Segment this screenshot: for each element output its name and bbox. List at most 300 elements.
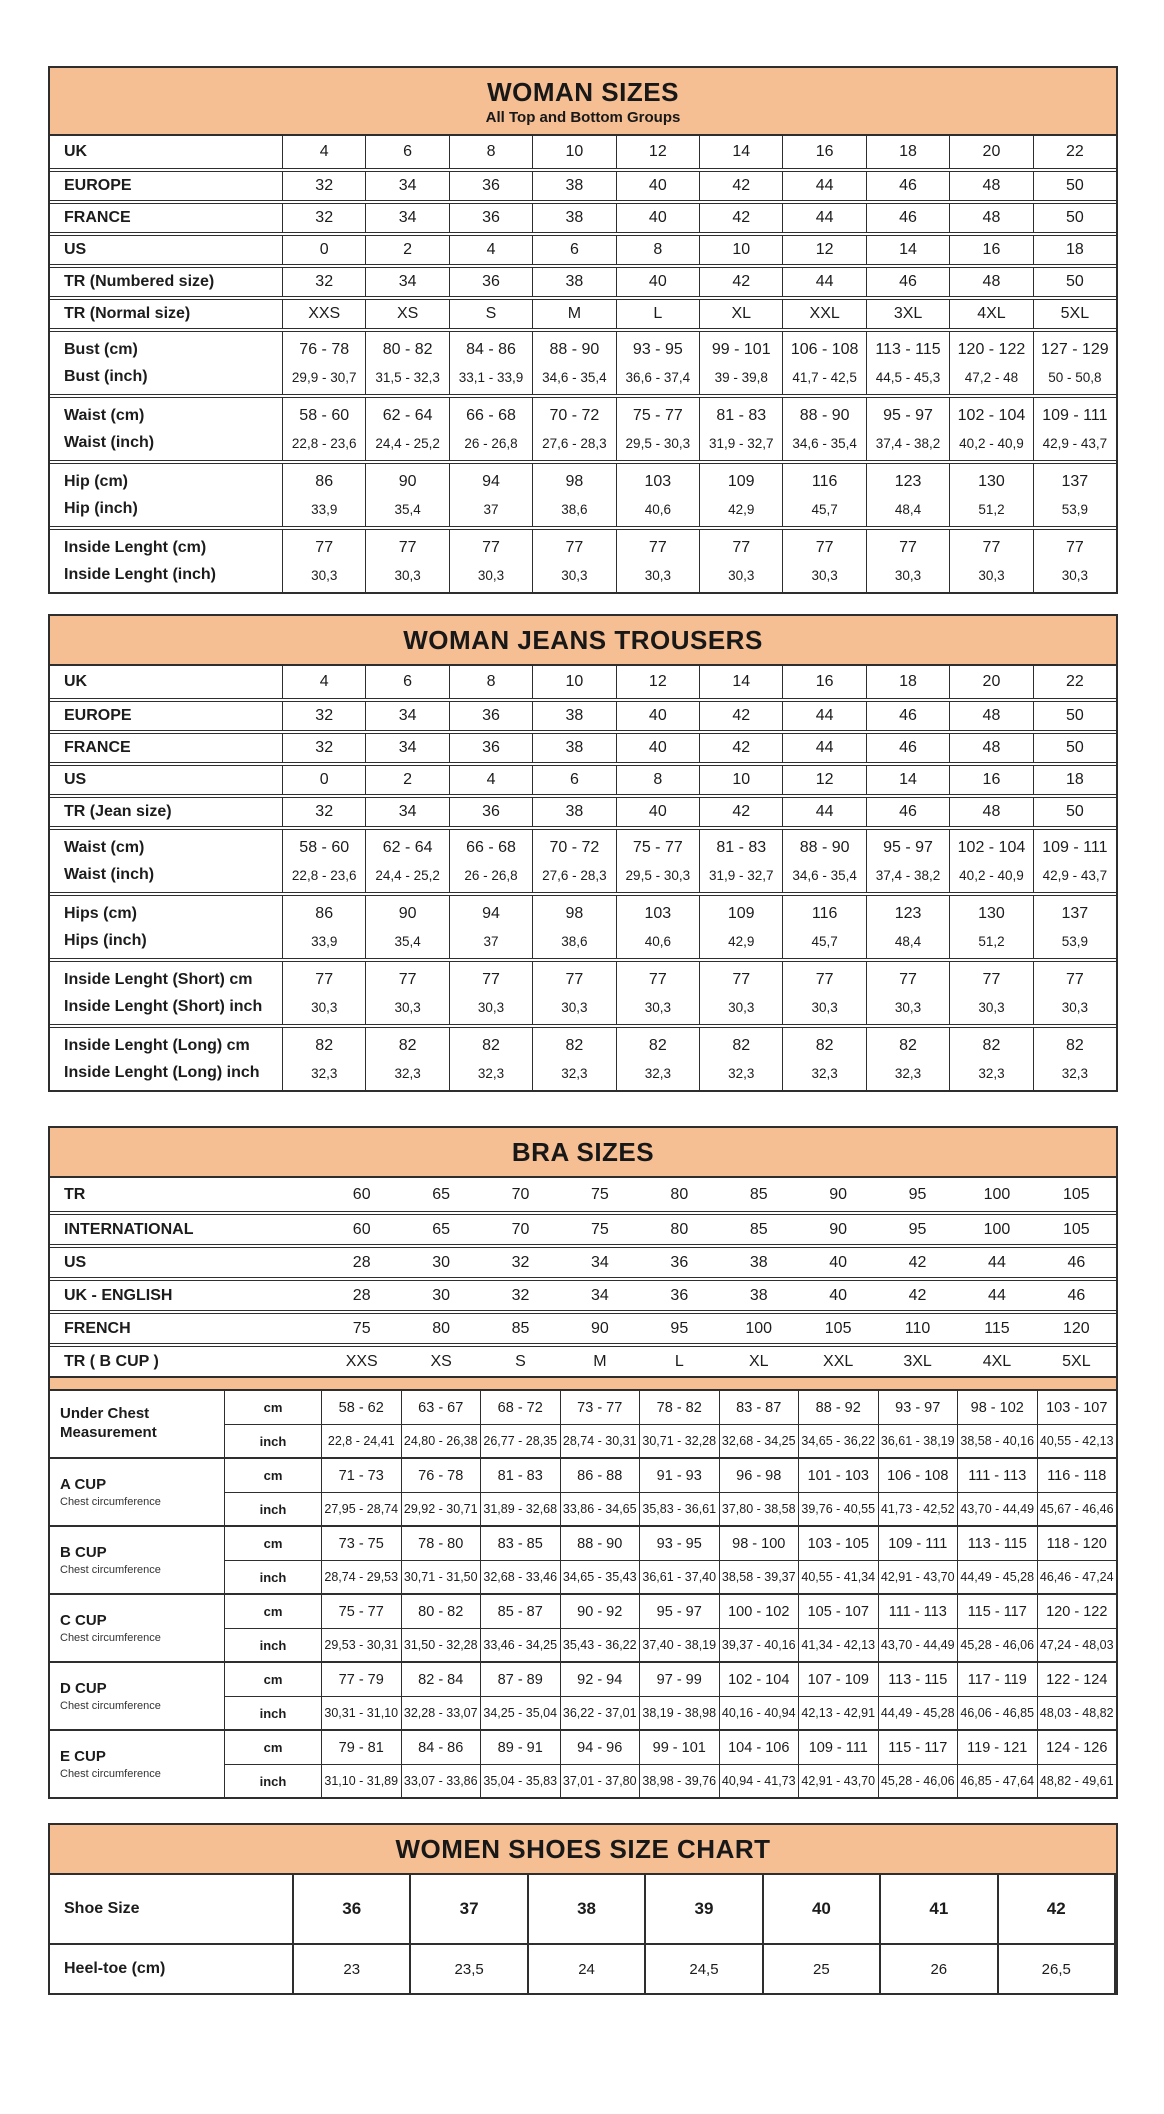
cup-name: E CUP [60,1748,106,1766]
size-cell [1034,962,1116,1024]
inch-value: 40,94 - 41,73 [720,1765,800,1797]
table-row [50,1310,1116,1343]
cm-value: 103 [644,905,672,923]
inch-value: 46,06 - 46,85 [958,1697,1038,1729]
bra-band-body [50,1178,1116,1376]
size-cell: 38 [533,172,616,200]
shoes-table [48,1823,1118,1995]
row-label-cm: Inside Lenght (cm) [64,538,207,556]
cm-value: 105 - 107 [799,1595,879,1628]
inch-value: 42,91 - 43,70 [799,1765,879,1797]
size-cell [450,896,533,958]
cm-value: 77 [1065,971,1084,989]
size-cell: 10 [533,666,616,698]
table-row [50,762,1116,794]
size-cell: 24,5 [646,1945,763,1993]
inch-value: 37,01 - 37,80 [561,1765,641,1797]
bra-cups-body [50,1391,1116,1797]
inch-value: 32,3 [644,1065,671,1081]
size-cell: 18 [1065,771,1084,788]
table-row [50,826,1116,892]
size-cell: 12 [783,766,866,794]
woman-jeans-title: WOMAN JEANS TROUSERS [403,625,763,655]
cm-value: 77 [565,539,584,557]
cm-value: 109 - 111 [879,1527,959,1560]
size-cell: 40 [617,204,700,232]
size-cell: 10 [533,136,616,168]
inch-value: 30,3 [728,567,755,583]
inch-value: 45,7 [811,501,838,517]
shoes-header [50,1825,1116,1875]
size-cell: 34 [366,268,449,296]
size-cell [450,398,533,460]
cup-group-row [50,1457,1116,1525]
cm-value: 98 - 100 [720,1527,800,1560]
size-cell [283,530,366,592]
cup-label [50,1595,225,1661]
cm-value: 95 - 97 [640,1595,720,1628]
inch-value: 38,6 [561,933,588,949]
size-cell: 48 [950,702,1033,730]
row-label-cm: Waist (cm) [64,838,145,856]
inch-value: 30,31 - 31,10 [322,1697,402,1729]
inch-value: 43,70 - 44,49 [958,1493,1038,1525]
unit-label-cm: cm [225,1391,322,1424]
size-cell: XL [748,1352,769,1370]
inch-value: 38,19 - 38,98 [640,1697,720,1729]
cm-value: 77 [899,539,917,557]
cm-value: 80 - 82 [382,341,433,359]
size-cell [867,1028,950,1090]
cm-value: 118 - 120 [1046,1535,1107,1552]
cm-value: 102 - 104 [720,1663,800,1696]
cm-value: 111 - 113 [879,1595,959,1628]
cup-group-row [50,1661,1116,1729]
inch-value: 32,3 [894,1065,922,1081]
row-label: TR [64,1185,86,1203]
size-cell: 14 [700,136,783,168]
row-label: EUROPE [50,172,283,200]
inch-value: 30,3 [728,999,755,1015]
size-cell: 38 [533,798,616,826]
size-cell: 6 [366,666,449,698]
size-cell: 16 [783,666,866,698]
size-cell: 46 [867,172,950,200]
size-cell: 26,5 [999,1945,1116,1993]
cm-value: 101 - 103 [799,1459,879,1492]
cm-value: 77 [982,971,1001,989]
size-cell: 46 [867,268,950,296]
size-cell: 38 [533,268,616,296]
inch-value: 32,28 - 33,07 [402,1697,482,1729]
cm-value: 77 [482,971,500,989]
size-cell: 0 [283,766,366,794]
size-cell [950,962,1033,1024]
cm-value: 82 [648,1037,667,1055]
table-row [50,1024,1116,1090]
inch-value: 24,4 - 25,2 [375,867,440,883]
size-cell: 34 [366,702,449,730]
inch-value: 30,3 [1061,999,1088,1015]
row-label-inch: Waist (inch) [64,433,155,451]
size-cell: 42 [700,702,783,730]
size-chart-page [0,66,1164,2114]
cm-value: 62 - 64 [382,407,433,425]
size-cell: 6 [366,136,449,168]
inch-value: 37 [483,501,499,517]
size-cell: 50 [1065,803,1084,820]
unit-label-cm: cm [225,1731,322,1764]
inch-value: 32,3 [978,1065,1005,1081]
inch-value: 34,6 - 35,4 [542,369,607,385]
size-cell [366,1028,449,1090]
row-label-inch: Bust (inch) [64,367,148,385]
size-cell [450,530,533,592]
cm-value: 82 [982,1037,1001,1055]
row-label [50,398,283,460]
size-cell: 10 [700,236,783,264]
size-cell [366,962,449,1024]
cm-value: 84 - 86 [402,1731,482,1764]
inch-value: 45,28 - 46,06 [958,1629,1038,1661]
size-cell [783,830,866,892]
inch-value: 37,4 - 38,2 [875,435,941,451]
bra-sizes-title: BRA SIZES [511,1137,655,1167]
inch-value: 53,9 [1061,933,1088,949]
size-cell: 6 [533,766,616,794]
size-cell: 75 [352,1319,371,1337]
size-cell: 38 [749,1286,768,1304]
size-cell: 40 [617,798,700,826]
size-cell: 32 [283,702,366,730]
size-cell: 41 [881,1875,998,1943]
size-cell: 85 [749,1220,768,1238]
table-row [50,1343,1116,1376]
cm-value: 83 - 87 [720,1391,800,1424]
size-cell [1034,896,1116,958]
size-cell: 12 [617,666,700,698]
size-cell: L [674,1352,684,1370]
inch-value: 30,3 [811,567,838,583]
inch-value: 53,9 [1061,501,1088,517]
size-cell [700,398,783,460]
size-cell: 8 [450,666,533,698]
size-cell: XS [430,1352,452,1370]
row-label [50,962,283,1024]
size-cell: 16 [950,766,1033,794]
cm-value: 123 [894,473,922,491]
table-row [50,136,1116,168]
inch-value: 42,13 - 42,91 [799,1697,879,1729]
cm-value: 99 - 101 [711,341,771,359]
cm-value: 77 [315,539,334,557]
row-label-inch: Hip (inch) [64,499,138,517]
size-cell: 46 [867,204,950,232]
size-cell: 32 [283,798,366,826]
size-cell: 20 [950,136,1033,168]
cm-value: 91 - 93 [640,1459,720,1492]
inch-value: 32,3 [561,1065,588,1081]
size-cell: 14 [867,766,950,794]
cm-value: 86 - 88 [561,1459,641,1492]
size-cell: 4XL [950,300,1033,328]
row-label [50,1028,283,1090]
size-cell: 22 [1065,143,1084,160]
size-cell: 50 [1065,707,1084,724]
size-cell: 80 [670,1220,689,1238]
size-cell: XXL [783,300,866,328]
size-cell: XXL [823,1352,854,1370]
cm-value: 82 [899,1037,917,1055]
size-cell: 40 [617,268,700,296]
size-cell: 4XL [982,1352,1012,1370]
inch-value: 30,3 [394,999,421,1015]
size-cell [1034,464,1116,526]
cup-values [225,1391,1116,1457]
table-row [50,264,1116,296]
cm-value: 75 - 77 [632,839,683,857]
size-cell [783,398,866,460]
inch-value: 29,9 - 30,7 [291,369,357,385]
size-cell [366,530,449,592]
size-cell: 42 [700,734,783,762]
cup-name: C CUP [60,1612,107,1630]
size-cell: 38 [533,702,616,730]
cm-value: 88 - 90 [799,407,850,425]
size-cell [617,530,700,592]
cm-value: 76 - 78 [299,341,350,359]
size-cell [450,464,533,526]
inch-value: 28,74 - 29,53 [322,1561,402,1593]
size-cell: 100 [745,1319,773,1337]
size-cell: 2 [366,236,449,264]
size-cell: 48 [950,268,1033,296]
row-label: INTERNATIONAL [64,1220,194,1238]
inch-value: 30,3 [311,999,338,1015]
size-cell: 85 [511,1319,530,1337]
cm-value: 102 - 104 [957,407,1026,425]
size-cell: 34 [591,1286,609,1304]
inch-value: 30,3 [894,567,922,583]
inch-value: 31,9 - 32,7 [708,435,774,451]
size-cell: 38 [749,1253,768,1271]
cm-value: 71 - 73 [322,1459,402,1492]
size-cell: 42 [700,172,783,200]
size-cell: 46 [867,734,950,762]
size-cell: 90 [591,1319,609,1337]
inch-value: 35,43 - 36,22 [561,1629,641,1661]
cup-sublabel: Chest circumference [60,1495,161,1508]
inch-value: 48,03 - 48,82 [1039,1706,1114,1720]
table-row [50,1178,1116,1211]
cm-value: 90 [398,473,417,491]
bra-sizes-header [50,1128,1116,1178]
size-cell: 24 [529,1945,646,1993]
cm-value: 90 - 92 [561,1595,641,1628]
row-label-cm: Inside Lenght (Long) cm [64,1036,250,1054]
row-label: TR (Normal size) [50,300,283,328]
size-cell: 34 [366,798,449,826]
row-label-cm: Hips (cm) [64,904,137,922]
cm-value: 115 - 117 [879,1731,959,1764]
size-cell: 23,5 [411,1945,528,1993]
cm-value: 92 - 94 [561,1663,641,1696]
size-cell [700,464,783,526]
cm-value: 94 - 96 [561,1731,641,1764]
size-cell [450,962,533,1024]
size-cell: 3XL [903,1352,932,1370]
size-cell [867,962,950,1024]
inch-value: 35,04 - 35,83 [481,1765,561,1797]
cup-group-row [50,1525,1116,1593]
size-cell: 8 [617,766,700,794]
size-cell [617,1028,700,1090]
size-cell: 36 [450,204,533,232]
size-cell: XL [700,300,783,328]
cm-value: 111 - 113 [958,1459,1038,1492]
size-cell: 90 [829,1185,848,1203]
inch-value: 34,6 - 35,4 [792,435,857,451]
inch-value: 30,3 [811,999,838,1015]
table-row [50,200,1116,232]
row-label [50,332,283,394]
size-cell: 100 [983,1185,1011,1203]
size-cell: 28 [352,1286,371,1304]
cm-row [225,1595,1116,1628]
inch-value: 41,34 - 42,13 [799,1629,879,1661]
size-cell: 12 [617,136,700,168]
size-cell [450,1028,533,1090]
inch-value: 24,4 - 25,2 [375,435,440,451]
size-cell: 4 [283,136,366,168]
cm-value: 84 - 86 [466,341,516,359]
size-cell: 70 [511,1220,530,1238]
size-cell: 25 [764,1945,881,1993]
cm-value: 81 - 83 [716,407,767,425]
size-cell [1034,830,1116,892]
size-cell: 32 [283,204,366,232]
size-cell: 34 [366,204,449,232]
size-cell: 70 [511,1185,530,1203]
unit-label-cm: cm [225,1459,322,1492]
inch-value: 37 [483,933,499,949]
size-cell [867,464,950,526]
cm-value: 73 - 75 [322,1527,402,1560]
size-cell [950,398,1033,460]
cm-value: 88 - 90 [549,341,600,359]
cm-value: 116 - 118 [1047,1467,1107,1484]
size-cell: 8 [617,236,700,264]
size-cell [950,464,1033,526]
inch-value: 28,74 - 30,31 [561,1425,641,1457]
cm-value: 137 [1061,905,1089,923]
inch-value: 36,6 - 37,4 [625,369,691,385]
table-row [50,958,1116,1024]
inch-value: 26 - 26,8 [464,867,518,883]
unit-label-inch: inch [225,1493,322,1525]
inch-value: 22,8 - 24,41 [322,1425,402,1457]
size-cell [950,1028,1033,1090]
size-cell: 48 [950,734,1033,762]
size-cell: 50 [1065,273,1084,290]
size-cell [867,332,950,394]
inch-value: 48,82 - 49,61 [1039,1774,1114,1788]
size-cell: 30 [432,1253,450,1271]
size-cell: 75 [591,1185,609,1203]
size-cell: 36 [450,268,533,296]
cup-name: Under Chest Measurement [60,1405,157,1441]
cm-value: 109 - 111 [1042,407,1108,425]
cm-value: 94 [482,905,500,923]
size-cell [366,464,449,526]
inch-row [225,1424,1116,1457]
cm-value: 58 - 62 [322,1391,402,1424]
size-cell [700,530,783,592]
cm-value: 77 [482,539,500,557]
inch-value: 38,98 - 39,76 [640,1765,720,1797]
inch-value: 32,3 [1061,1065,1088,1081]
inch-value: 45,7 [811,933,838,949]
row-label [50,530,283,592]
inch-row [225,1696,1116,1729]
inch-value: 41,7 - 42,5 [792,369,857,385]
size-cell: 44 [783,172,866,200]
row-label-cm: Hip (cm) [64,472,128,490]
size-cell: 105 [1063,1220,1090,1238]
cm-row [225,1391,1116,1424]
cm-value: 98 - 102 [958,1391,1038,1424]
cm-value: 79 - 81 [322,1731,402,1764]
cm-value: 95 - 97 [883,407,933,425]
size-cell: 28 [352,1253,371,1271]
inch-value: 32,68 - 33,46 [481,1561,561,1593]
inch-value: 51,2 [978,501,1005,517]
size-cell: 18 [867,136,950,168]
inch-value: 30,3 [978,567,1005,583]
inch-value: 30,71 - 31,50 [402,1561,482,1593]
inch-value: 27,95 - 28,74 [322,1493,402,1525]
cm-value: 88 - 92 [799,1391,879,1424]
size-cell: 34 [366,172,449,200]
inch-value: 32,3 [728,1065,755,1081]
cm-value: 82 [398,1037,417,1055]
inch-value: 29,5 - 30,3 [625,435,691,451]
inch-value: 45,67 - 46,46 [1039,1502,1114,1516]
size-cell [700,830,783,892]
cm-value: 58 - 60 [299,839,350,857]
row-label [50,464,283,526]
size-cell: 36 [450,172,533,200]
woman-sizes-header [50,68,1116,136]
cm-value: 130 [978,905,1005,923]
size-cell [366,332,449,394]
inch-value: 31,50 - 32,28 [402,1629,482,1661]
cm-value: 116 [811,905,838,923]
inch-value: 51,2 [978,933,1005,949]
table-row [50,1943,1116,1993]
cm-value: 62 - 64 [382,839,433,857]
cm-value: 77 [732,971,751,989]
size-cell: 20 [950,666,1033,698]
cm-value: 73 - 77 [561,1391,641,1424]
cup-values [225,1663,1116,1729]
row-label-inch: Inside Lenght (inch) [64,565,216,583]
size-cell [450,830,533,892]
size-cell [283,962,366,1024]
size-cell: 40 [829,1286,848,1304]
cm-value: 82 [315,1037,334,1055]
size-cell: 44 [783,734,866,762]
